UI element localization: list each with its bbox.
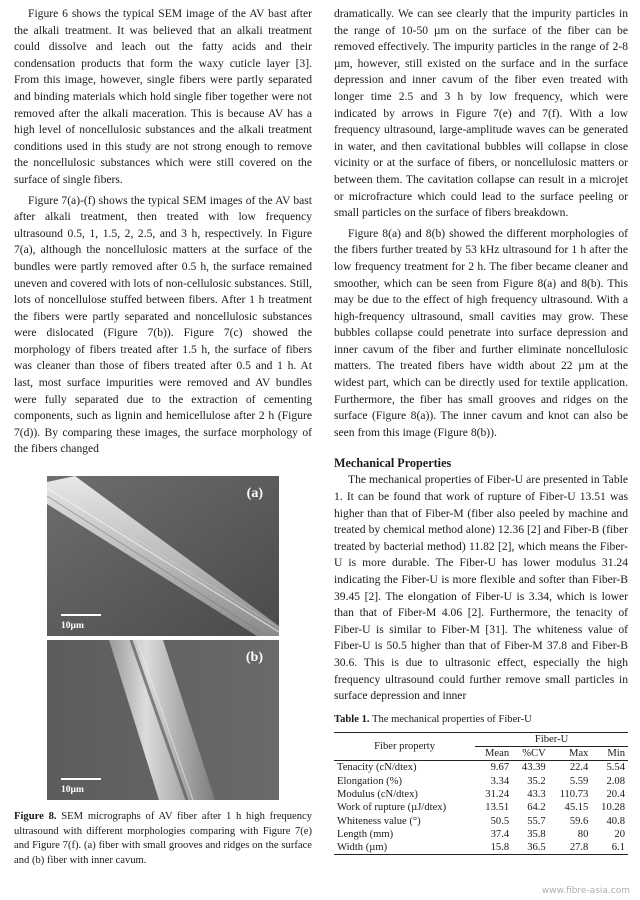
table-row [334, 841, 628, 855]
table-cell-value: 5.59 [569, 775, 589, 787]
table-cell-value: 27.8 [549, 841, 592, 855]
sem-micrograph-a [47, 476, 279, 636]
body-paragraph: Figure 7(a)-(f) shows the typical SEM images of the AV bast after alkali treatment, then treated with low frequency ultrasound 0.5, 1, 1.5, 2, 2.5, and 3 h, respectively. In Figure 7(a), although the noncellulosic matters at the surface of the bundles were partly removed after 0.5 h, the surface remained uneven and covered with lots of non-cellulosic substances. Still, lots of noncellulose stuffed between fibers. After 1 h treatment the fibers were partly separated and noncellulosic substances were dislocated (Figure 7(b)). Figure 7(c) showed the morphology of fibers treated after 1.5 h, the surface of fibers was cleaner than those of fibers treated after 0.5 and 1 h. At last, most surface impurities were removed and AV bundles were fully separated due to the extraction of cementing components, such as lignin and hemicellulose after 2 h (Figure 7(d)). By comparing these images, the surface morphology of the fibers changed [14, 193, 312, 456]
table-cell-value: 10.28 [601, 802, 625, 814]
sem-panel-a [47, 476, 279, 636]
table-row [334, 788, 628, 801]
scale-bar [61, 778, 101, 780]
table-cell-value: 59.6 [569, 815, 589, 827]
table-cell-value: 5.54 [606, 762, 625, 774]
table-cell-value: 45.15 [564, 802, 589, 814]
left-column [14, 6, 312, 868]
table-row [334, 775, 628, 788]
table-cell-value: 43.39 [521, 762, 546, 774]
table-cell-value: 40.8 [606, 815, 625, 827]
table-column-header: Mean [475, 747, 512, 761]
table-row [334, 801, 628, 814]
table-cell-value: 80 [577, 828, 589, 840]
scale-bar [61, 614, 101, 616]
figure-caption-label: Figure 8. [14, 811, 57, 823]
table-cell-property: Work of rupture (µJ/dtex) [337, 802, 447, 814]
table-cell-value: 35.8 [527, 828, 546, 840]
table-cell-value: 20.4 [606, 788, 625, 800]
table-cell-value: 50.5 [490, 815, 510, 827]
figure-caption-text: SEM micrographs of AV fiber after 1 h high frequency ultrasound with different morphologies comparing with Figure 7(e) and Figure 7(f). (a) fiber with small grooves and ridges on the surface and (b) fiber with inner cavum. [14, 811, 312, 866]
body-paragraph: dramatically. We can see clearly that the impurity particles in the range of 10-50 µm on the surface of the fiber can be removed effectively. The impurity particles in the range of 2-8 µm, however, still existed on the surface and in the surface depression and inner cavum of the fiber even treated with longer time 2.5 and 3 h by low frequency, which were indicated by arrows in Figure 7(e) and 7(f). With a low frequency ultrasound, large-amplitude waves can be generated in water, and then cavitational bubbles will collapse in close vicinity or at the surface of fibers, or noncellulosic matters or between them. The cavitation collapse can result in a microjet or microfracture which could lead to the surface peeling or small particles on the surface of fibers breakdown. [334, 7, 628, 220]
watermark: www.fibre-asia.com [541, 886, 630, 896]
table-cell-value: 55.7 [527, 815, 546, 827]
table-row [334, 815, 628, 828]
table-cell-value: 43.3 [527, 788, 546, 800]
panel-label-a: (a) [246, 486, 263, 502]
table-cell-value: 37.4 [490, 828, 510, 840]
table-cell-value: 31.24 [485, 788, 510, 800]
figure-8 [14, 476, 312, 868]
table-cell-value: 20 [614, 828, 625, 840]
table-row [334, 761, 628, 775]
table-cell-value: 110.73 [559, 788, 589, 800]
table-header-property: Fiber property [334, 732, 475, 761]
table-cell-property: Modulus (cN/dtex) [337, 788, 418, 800]
scale-label-b: 10µm [61, 785, 84, 796]
table-title-text: The mechanical properties of Fiber-U [369, 713, 532, 725]
table-cell-value: 15.8 [475, 841, 512, 855]
table-header-group: Fiber-U [475, 732, 628, 746]
body-paragraph: Figure 6 shows the typical SEM image of the AV bast after the alkali treatment. It was believed that an alkali treatment could dissolve and leach out the fatty acids and their condensation products that form the waxy cuticle layer [3]. From this image, however, single fibers were partly separated and binding materials which hold single fiber together were not removed after the alkali maceration. This is because AV has a high level of noncellulosic substances and the alkali treatment conditions used in this study are not strong enough to remove the noncellulosic substances which were still covered on the surface of single fibers. [14, 7, 312, 186]
table-cell-property: Elongation (%) [337, 775, 403, 787]
table-cell-value: 36.5 [512, 841, 549, 855]
table-cell-value: 2.08 [606, 775, 625, 787]
table-cell-value: 13.51 [485, 802, 510, 814]
table-column-header: %CV [512, 747, 549, 761]
mechanical-properties-table [334, 732, 628, 856]
right-column [334, 6, 628, 855]
table-column-header: Min [591, 747, 628, 761]
table-row [334, 828, 628, 841]
table-cell-value: 6.1 [591, 841, 628, 855]
sem-panel-b [47, 640, 279, 800]
section-heading: Mechanical Properties [334, 456, 452, 471]
body-paragraph: The mechanical properties of Fiber-U are presented in Table 1. It can be found that work of rupture of Fiber-U 13.51 was higher than that of Fiber-M (fiber also peeled by machine and treated by chemical method alone) 12.36 [2] and Fiber-B (fiber treated by bacterial method) 11.82 [2], which means the Fiber-U is more durable. The Fiber-U has lower modulus 31.24 indicating the Fiber-U is more flexible and softer than Fiber-B 39.45 [2]. The elongation of Fiber-U is 3.34, which is lower than that of Fiber-M 4.06 [2]. Furthermore, the tenacity of Fiber-U is similar to Fiber-M [31]. The whiteness value of Fiber-U is 50.5 higher than that of Fiber-M 37.8 and Fiber-B 30.6. This is due to ultrasonic effect, especially the high frequency ultrasound could further remove small particles in surface depression and inner [334, 473, 628, 703]
table-cell-value: 3.34 [490, 775, 510, 787]
sem-micrograph-b [47, 640, 279, 800]
figure-caption [14, 810, 312, 868]
table-title [334, 713, 628, 727]
scale-label-a: 10µm [61, 621, 84, 632]
table-column-header: Max [549, 747, 592, 761]
body-paragraph: Figure 8(a) and 8(b) showed the different morphologies of the fibers further treated by 53 kHz ultrasound for 1 h after the low frequency treatment for 2 h. The fiber became cleaner and smoother, which can be seen from Figure 8(a) and 8(b). This may be due to the effect of high frequency ultrasound. With a high-frequency ultrasound, small cavities may grow. These bubbles collapse could penetrate into surface depression and inner cavum of the fiber and further eliminate noncellulosic matters. The treated fibers have width about 22 µm at the widest part, which can be directly used for textile application. Furthermore, the fiber has small grooves and ridges on the surface (Figure 8(a)). The inner cavum and knot can also be seen from this image (Figure 8(b)). [334, 226, 628, 439]
table-title-label: Table 1. [334, 713, 370, 725]
table-cell-value: 22.4 [569, 762, 589, 774]
table-cell-value: 64.2 [527, 802, 546, 814]
table-body [334, 761, 628, 855]
table-cell-property: Whiteness value (°) [337, 815, 421, 827]
table-cell-property: Width (µm) [334, 841, 475, 855]
table-cell-value: 9.67 [490, 762, 510, 774]
table-cell-property: Length (mm) [337, 828, 394, 840]
table-cell-value: 35.2 [527, 775, 546, 787]
table-cell-property: Tenacity (cN/dtex) [337, 762, 417, 774]
panel-label-b: (b) [245, 650, 263, 666]
